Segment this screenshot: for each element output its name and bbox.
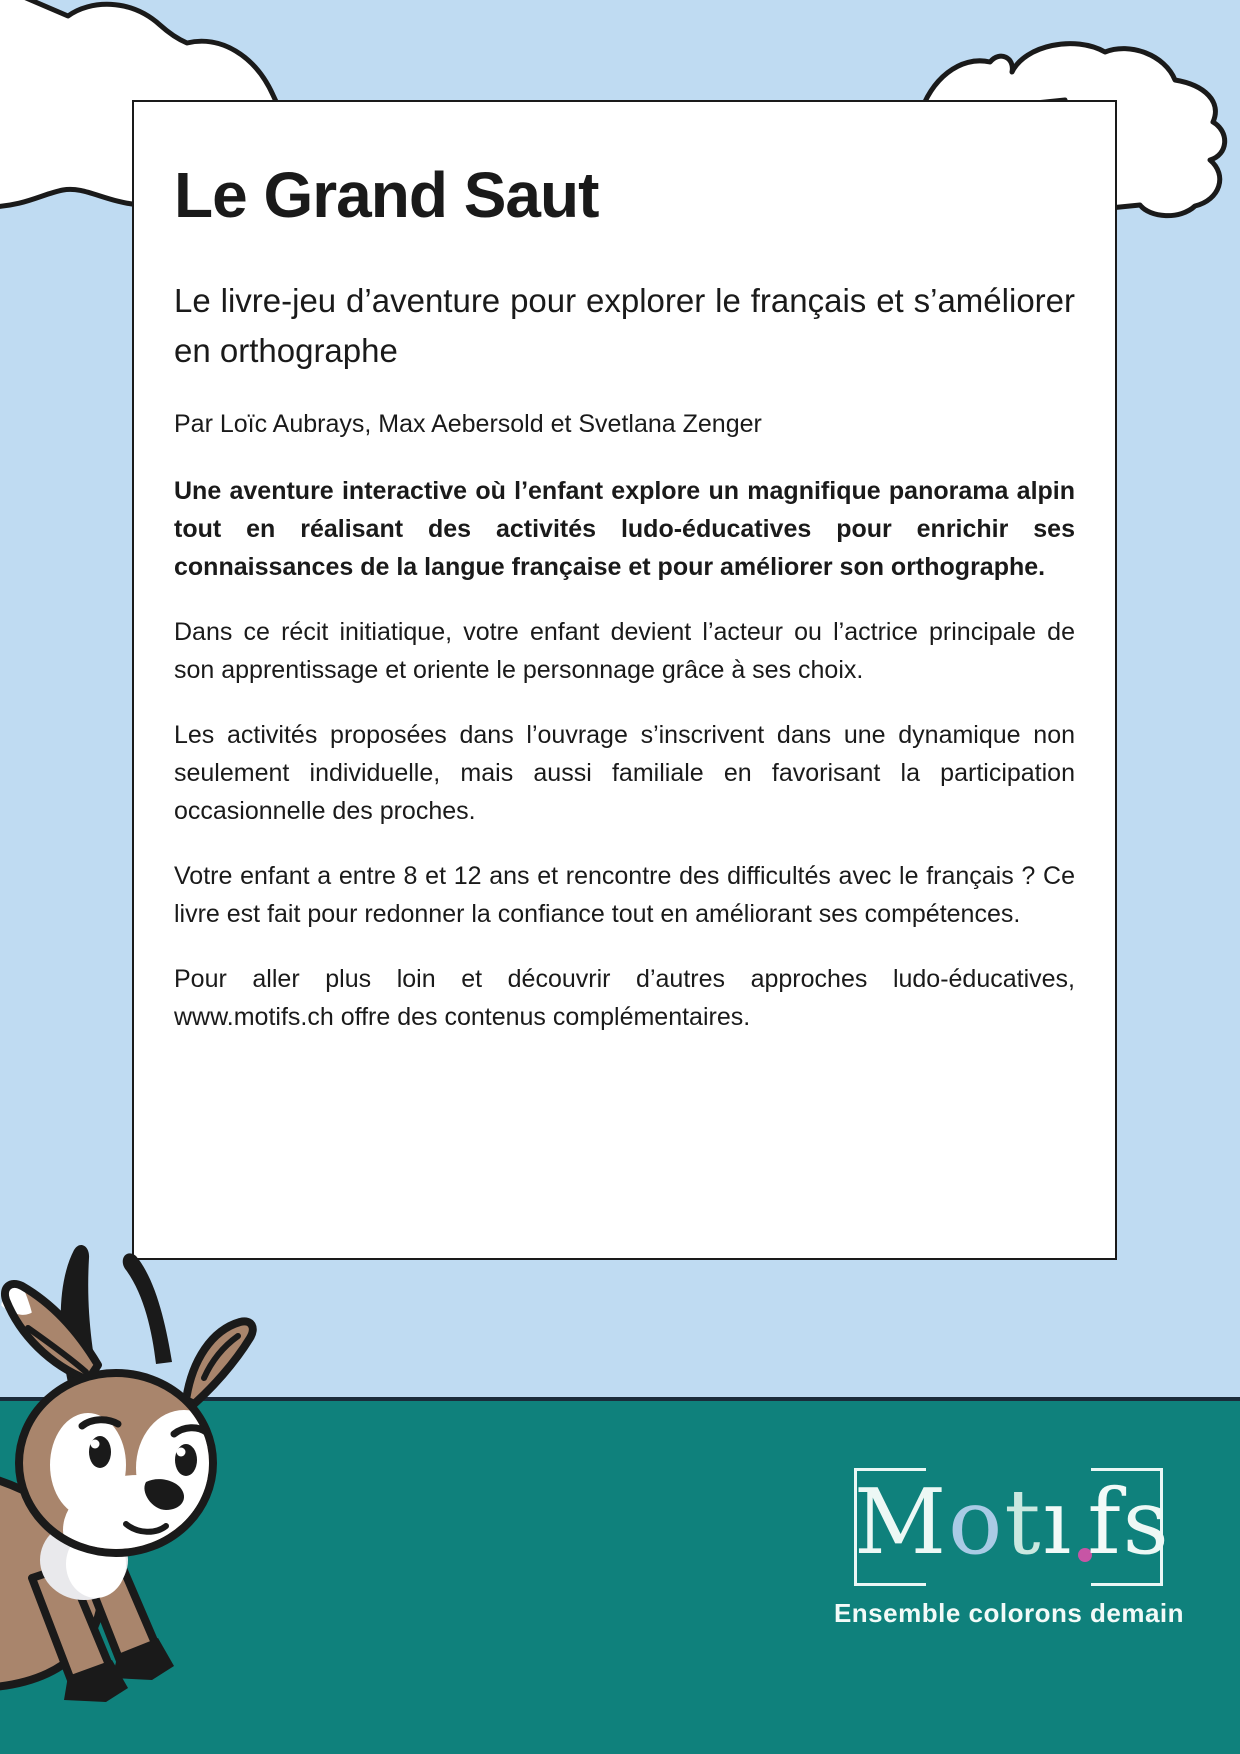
logo-letter: f (1087, 1470, 1123, 1575)
motifs-logo (854, 1468, 1171, 1586)
ibex-ear (186, 1321, 253, 1404)
logo-letter: s (1122, 1470, 1171, 1575)
paragraph: Votre enfant a entre 8 et 12 ans et rencontre des difficultés avec le français ? Ce livre est fait pour redonner la confiance tout en améliorant ses compétences. (174, 862, 1075, 929)
page-title: Le Grand Saut (174, 159, 599, 231)
ibex-horn (123, 1253, 172, 1364)
logo-tagline: Ensemble colorons demain (833, 1598, 1185, 1628)
content-card (132, 100, 1117, 1260)
paragraph: Les activités proposées dans l’ouvrage s’inscrivent dans une dynamique non seulement individuelle, mais aussi familiale en favorisant la participation occasionnelle des proches. (174, 721, 1075, 826)
ibex-mascot-illustration (0, 1230, 260, 1754)
paragraph: Dans ce récit initiatique, votre enfant devient l’acteur ou l’actrice principale de son apprentissage et oriente le personnage grâce à ses choix. (174, 618, 1075, 685)
logo-letter: M (854, 1470, 949, 1575)
logo-wordmark (854, 1470, 1171, 1575)
paragraph-intro: Une aventure interactive où l’enfant explore un magnifique panorama alpin tout en réalisant des activités ludo-éducatives pour enrichir ses connaissances de la langue française et pour améliorer son orthographe. (174, 477, 1075, 582)
page-subtitle: Le livre-jeu d’aventure pour explorer le français et s’améliorer en orthographe (174, 282, 1075, 369)
authors-byline: Par Loïc Aubrays, Max Aebersold et Svetlana Zenger (174, 410, 762, 439)
logo-letter: t (1004, 1470, 1043, 1575)
paragraph-website: Pour aller plus loin et découvrir d’autres approches ludo-éducatives, www.motifs.ch offre des contenus complémentaires. (174, 965, 1075, 1032)
logo-letter-i: ı (1043, 1478, 1088, 1568)
logo-letter: o (948, 1470, 1005, 1575)
